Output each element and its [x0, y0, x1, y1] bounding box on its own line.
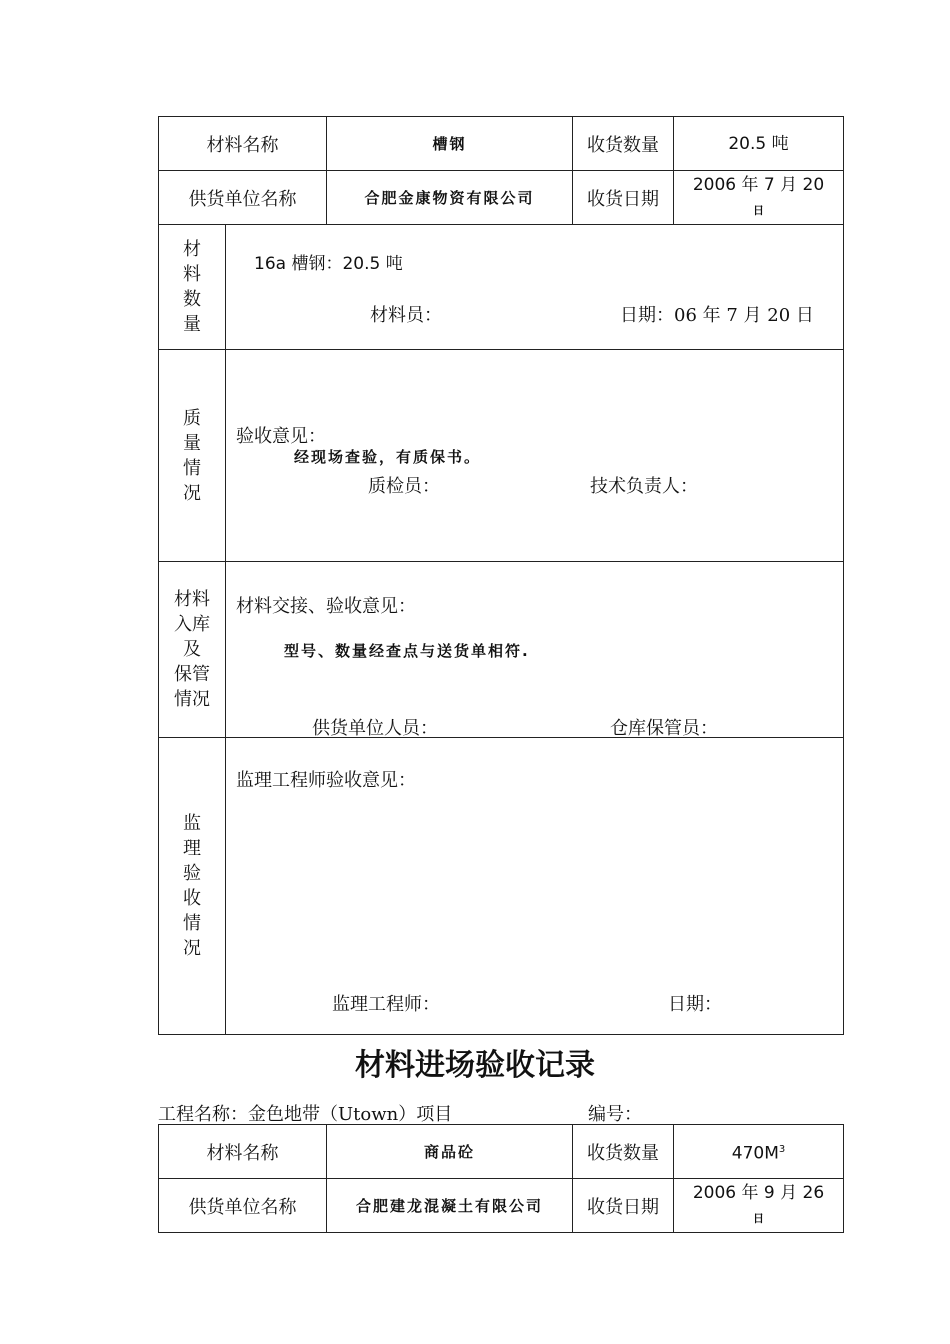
qty-superscript: 3 [778, 1143, 786, 1155]
material-name-value: 槽钢 [327, 117, 573, 171]
qty-number: 470M [731, 1143, 779, 1164]
tech-lead-label: 技术负责人： [590, 476, 698, 497]
material-qty-label: 材 料 数 量 [159, 225, 226, 350]
date-label: 收货日期 [573, 1179, 674, 1233]
storage-label: 材料 入库 及 保管 情况 [159, 562, 226, 738]
inspector-label: 质检员： [368, 476, 440, 497]
date-tail: 日 [753, 203, 764, 217]
acceptance-form-1 [158, 116, 844, 1035]
material-clerk-label: 材料员： [370, 305, 442, 326]
storage-cell [226, 562, 844, 738]
quality-opinion-label: 验收意见： [236, 426, 326, 447]
quality-cell [226, 350, 844, 562]
supervision-label: 监 理 验 收 情 况 [159, 738, 226, 1035]
date-label: 收货日期 [573, 171, 674, 225]
qty-value: 20.5 吨 [674, 117, 844, 171]
date-tail: 日 [753, 1211, 764, 1225]
material-name-label: 材料名称 [159, 1125, 327, 1179]
quality-opinion: 经现场查验，有质保书。 [294, 448, 482, 466]
date-value [674, 1179, 844, 1233]
material-name-label: 材料名称 [159, 117, 327, 171]
supervision-cell [226, 738, 844, 1035]
form-title: 材料进场验收记录 [355, 1048, 595, 1083]
supplier-staff-label: 供货单位人员： [312, 718, 438, 739]
handover-label: 材料交接、验收意见： [236, 596, 416, 617]
material-date-label: 日期：06 年 7 月 20 日 [620, 305, 814, 326]
acceptance-form-2 [158, 1124, 844, 1233]
supplier-value: 合肥建龙混凝土有限公司 [327, 1179, 573, 1233]
project-name: 工程名称：金色地带（Utown）项目 [158, 1104, 453, 1125]
date-main: 2006 年 9 月 26 [692, 1182, 825, 1203]
date-main: 2006 年 7 月 20 [692, 174, 825, 195]
warehouse-keeper-label: 仓库保管员： [610, 718, 718, 739]
material-name-value: 商品砼 [327, 1125, 573, 1179]
supplier-label: 供货单位名称 [159, 1179, 327, 1233]
qty-label: 收货数量 [573, 1125, 674, 1179]
quality-label: 质 量 情 况 [159, 350, 226, 562]
qty-label: 收货数量 [573, 117, 674, 171]
material-qty-cell [226, 225, 844, 350]
supervisor-date-label: 日期： [668, 994, 722, 1015]
record-number-label: 编号： [588, 1104, 642, 1125]
supervisor-label: 监理工程师： [332, 994, 440, 1015]
supplier-label: 供货单位名称 [159, 171, 327, 225]
date-value [674, 171, 844, 225]
supervisor-opinion-label: 监理工程师验收意见： [236, 770, 416, 791]
qty-value [674, 1125, 844, 1179]
handover-opinion: 型号、数量经查点与送货单相符. [284, 642, 530, 660]
material-qty-value: 16a 槽钢：20.5 吨 [254, 254, 403, 274]
supplier-value: 合肥金康物资有限公司 [327, 171, 573, 225]
